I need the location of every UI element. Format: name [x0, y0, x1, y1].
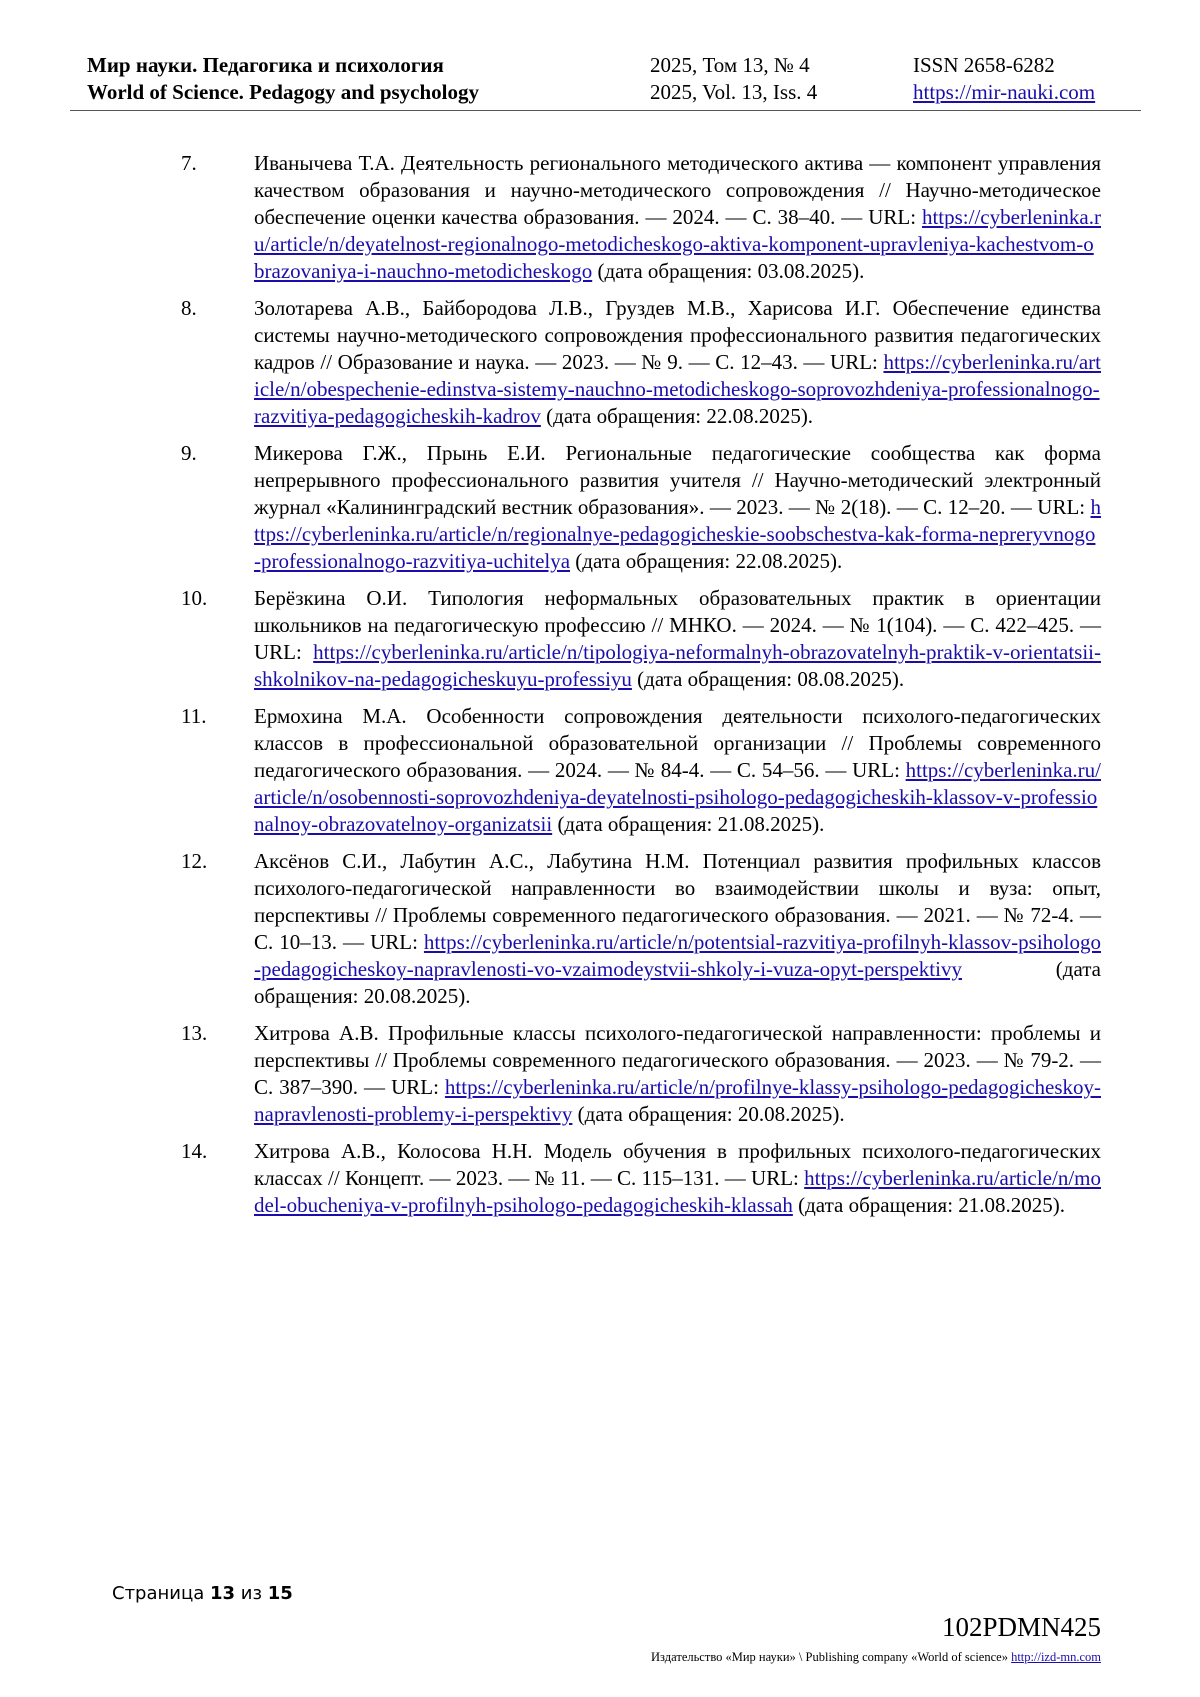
- reference-access-date: (дата обращения: 08.08.2025).: [631, 667, 905, 691]
- issue-en: 2025, Vol. 13, Iss. 4: [650, 80, 818, 104]
- reference-access-date: (дата обращения: 20.08.2025).: [572, 1102, 845, 1126]
- page-prefix: Страница: [112, 1583, 210, 1604]
- page-current: 13: [209, 1583, 236, 1604]
- reference-item: [181, 848, 1101, 1010]
- reference-access-date: (дата обращения: 21.08.2025).: [552, 812, 825, 836]
- reference-url-link[interactable]: https://cyberleninka.ru/article/n/regionalnye-pedagogicheskie-soobschestva-kak-forma-nepreryvnogo-professionalnogo-razvitiya-uchitelya: [254, 495, 1101, 573]
- reference-number: 9.: [181, 441, 197, 465]
- reference-text: [254, 1020, 1101, 1128]
- reference-number: 12.: [181, 849, 208, 873]
- reference-url-link[interactable]: https://cyberleninka.ru/article/n/obespechenie-edinstva-sistemy-nauchno-metodicheskogo-soprovozhdeniya-professionalnogo-razvitiya-pedagogicheskih-kadrov: [254, 350, 1101, 428]
- reference-url-link[interactable]: https://cyberleninka.ru/article/n/model-obucheniya-v-profilnyh-psihologo-pedagogicheskih-klassah: [254, 1166, 1101, 1217]
- reference-access-date: (дата обращения: 22.08.2025).: [570, 549, 843, 573]
- reference-url-link[interactable]: https://cyberleninka.ru/article/n/tipologiya-neformalnyh-obrazovatelnyh-praktik-v-orientatsii-shkolnikov-na-pedagogicheskuyu-professiyu: [254, 640, 1101, 691]
- page-of: из: [235, 1583, 268, 1604]
- article-code: 102PDMN425: [941, 1612, 1101, 1642]
- reference-number: 11.: [181, 704, 207, 728]
- reference-text: [254, 1138, 1101, 1219]
- reference-text: [254, 703, 1101, 838]
- reference-text: [254, 150, 1101, 285]
- reference-citation: Микерова Г.Ж., Прынь Е.И. Региональные педагогические сообщества как форма непрерывного профессионального развития учителя // Научно-методический электронный журнал «Калининградский вестник образования». — 2023. — № 2(18). — С. 12–20. — URL:: [254, 441, 1101, 519]
- reference-list: [181, 150, 1101, 1229]
- issue-block: [650, 52, 817, 106]
- reference-url-link[interactable]: https://cyberleninka.ru/article/n/osobennosti-soprovozhdeniya-deyatelnosti-psihologo-pedagogicheskih-klassov-v-professionalnoy-obrazovatelnoy-organizatsii: [254, 758, 1101, 836]
- reference-item: [181, 703, 1101, 838]
- reference-url-link[interactable]: https://cyberleninka.ru/article/n/deyatelnost-regionalnogo-metodicheskogo-aktiva-komponent-upravleniya-kachestvom-obrazovaniya-i-nauchno-metodicheskogo: [254, 205, 1101, 283]
- reference-text: [254, 295, 1101, 430]
- reference-citation: Хитрова А.В. Профильные классы психолого-педагогической направленности: проблемы и перспективы // Проблемы современного педагогического образования. — 2023. — № 79-2. — С. 387–390. — URL:: [254, 1021, 1101, 1099]
- header-divider: [70, 110, 1141, 111]
- reference-number: 8.: [181, 296, 197, 320]
- reference-text: [254, 585, 1101, 693]
- publisher-line: [651, 1650, 1101, 1665]
- reference-citation: Хитрова А.В., Колосова Н.Н. Модель обучения в профильных психолого-педагогических классах // Концепт. — 2023. — № 11. — С. 115–131. — URL:: [254, 1139, 1101, 1190]
- reference-citation: Ермохина М.А. Особенности сопровождения деятельности психолого-педагогических классов в профессиональной образовательной организации // Проблемы современного педагогического образования. — 2024. — № 84-4. — С. 54–56. — URL:: [254, 704, 1101, 782]
- issn-block: [913, 52, 1095, 106]
- reference-citation: Берёзкина О.И. Типология неформальных образовательных практик в ориентации школьников на педагогическую профессию // МНКО. — 2024. — № 1(104). — С. 422–425. — URL:: [254, 586, 1101, 664]
- reference-item: [181, 295, 1101, 430]
- reference-citation: Иванычева Т.А. Деятельность регионального методического актива — компонент управления качеством образования и научно-методического сопровождения // Научно-методическое обеспечение оценки качества образования. — 2024. — С. 38–40. — URL:: [254, 151, 1101, 229]
- reference-citation: Золотарева А.В., Байбородова Л.В., Груздев М.В., Харисова И.Г. Обеспечение единства системы научно-методического сопровождения профессионального развития педагогических кадров // Образование и наука. — 2023. — № 9. — С. 12–43. — URL:: [254, 296, 1101, 374]
- reference-number: 10.: [181, 586, 208, 610]
- issue-ru: 2025, Том 13, № 4: [650, 53, 810, 77]
- reference-access-date: (дата обращения: 20.08.2025).: [254, 957, 1101, 1008]
- reference-item: [181, 585, 1101, 693]
- website-link[interactable]: https://mir-nauki.com: [913, 80, 1096, 104]
- reference-url-link[interactable]: https://cyberleninka.ru/article/n/profilnye-klassy-psihologo-pedagogicheskoy-napravlenosti-problemy-i-perspektivy: [254, 1075, 1101, 1126]
- journal-title-ru: Мир науки. Педагогика и психология: [87, 53, 444, 77]
- reference-item: [181, 150, 1101, 285]
- reference-url-link[interactable]: https://cyberleninka.ru/article/n/potentsial-razvitiya-profilnyh-klassov-psihologo-pedagogicheskoy-napravlenosti-vo-vzaimodeystvii-shkoly-i-vuza-opyt-perspektivy: [254, 930, 1101, 981]
- reference-citation: Аксёнов С.И., Лабутин А.С., Лабутина Н.М. Потенциал развития профильных классов психолого-педагогической направленности во взаимодействии школы и вуза: опыт, перспективы // Проблемы современного педагогического образования. — 2021. — № 72-4. — С. 10–13. — URL:: [254, 849, 1101, 954]
- reference-text: [254, 848, 1101, 1010]
- reference-item: [181, 1020, 1101, 1128]
- reference-access-date: (дата обращения: 22.08.2025).: [540, 404, 814, 428]
- journal-title-en: World of Science. Pedagogy and psychology: [87, 80, 480, 104]
- page-total: 15: [267, 1583, 293, 1604]
- page-number: [112, 1583, 293, 1604]
- reference-access-date: (дата обращения: 03.08.2025).: [592, 259, 865, 283]
- publisher-text: Издательство «Мир науки» \ Publishing company «World of science»: [651, 1650, 1012, 1664]
- issn: ISSN 2658-6282: [913, 53, 1055, 77]
- reference-text: [254, 440, 1101, 575]
- publisher-link[interactable]: http://izd-mn.com: [1011, 1650, 1101, 1664]
- reference-item: [181, 1138, 1101, 1219]
- reference-number: 7.: [181, 151, 197, 175]
- reference-number: 13.: [181, 1021, 208, 1045]
- reference-item: [181, 440, 1101, 575]
- journal-title-block: [87, 52, 479, 106]
- reference-access-date: (дата обращения: 21.08.2025).: [792, 1193, 1066, 1217]
- reference-number: 14.: [181, 1139, 208, 1163]
